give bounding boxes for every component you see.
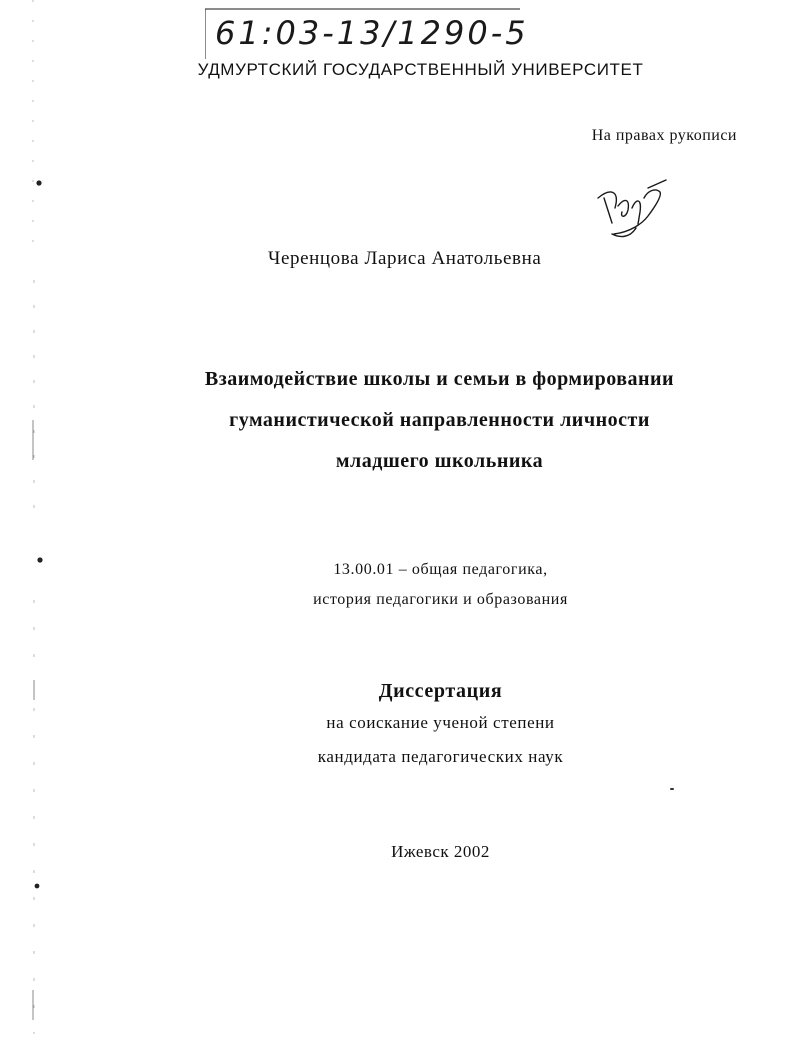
specialty-code <box>0 555 799 615</box>
specialty-line-1: 13.00.01 – общая педагогика, <box>333 561 548 578</box>
author-name: Черенцова Лариса Анатольевна <box>268 248 542 269</box>
title-line-1: Взаимодействие школы и семьи в формировании <box>204 368 675 390</box>
scan-speck <box>670 788 674 790</box>
specialty-line-2: история педагогики и образования <box>313 591 568 608</box>
title-line-2: гуманистической направленности личности <box>229 409 650 431</box>
city-year: Ижевск 2002 <box>391 842 490 861</box>
archive-code-text: 61:03-13/1290-5 <box>215 14 525 52</box>
degree-block <box>0 676 799 774</box>
degree-line-1: на соискание ученой степени <box>326 713 555 732</box>
scan-edge-artifacts <box>0 0 60 1034</box>
archive-code-handwritten <box>205 4 525 64</box>
degree-line-2: кандидата педагогических наук <box>317 747 564 766</box>
dissertation-title <box>0 359 799 482</box>
dissertation-heading: Диссертация <box>378 680 503 702</box>
university-name: УДМУРТСКИЙ ГОСУДАРСТВЕННЫЙ УНИВЕРСИТЕТ <box>197 60 644 79</box>
author-signature <box>590 168 680 248</box>
rights-note: На правах рукописи <box>591 127 737 144</box>
title-line-3: младшего школьника <box>335 450 544 472</box>
